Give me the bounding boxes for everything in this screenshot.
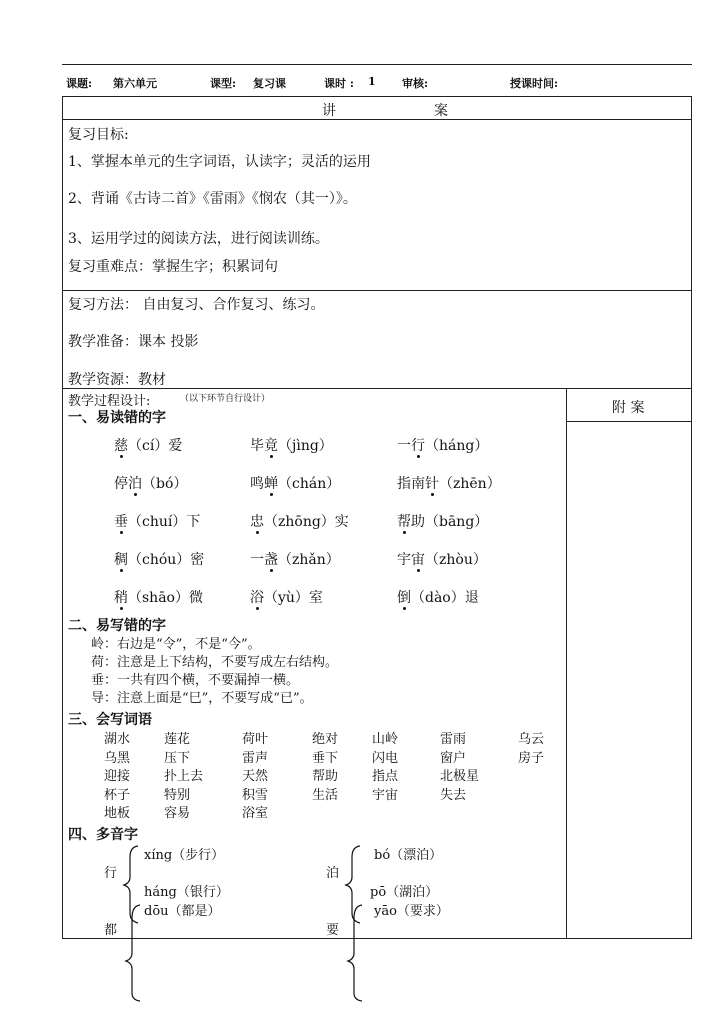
rule-line: 荷：注意是上下结构，不要写成左右结构。 xyxy=(91,655,339,670)
polyphone-reading: xíng（步行） xyxy=(144,848,225,863)
emphasis-dot xyxy=(270,455,273,458)
vocab-word: 容易 xyxy=(164,806,191,821)
vocab-word: 窗户 xyxy=(440,750,467,766)
emphasis-dot xyxy=(403,531,406,534)
polyphone-reading: háng（银行） xyxy=(144,885,229,900)
word-item: 浴（yù）室 xyxy=(250,590,323,606)
word-item: 倒（dào）退 xyxy=(397,590,479,606)
emphasis-dot xyxy=(417,569,420,572)
brace-dou xyxy=(126,905,140,1001)
word-item: 稠（chóu）密 xyxy=(114,552,205,568)
word-item: 帮助（bāng） xyxy=(397,514,489,530)
emphasis-dot xyxy=(256,607,259,610)
vocab-word: 迎接 xyxy=(104,769,131,784)
process-note: （以下环节自行设计） xyxy=(180,394,271,404)
brace-yao xyxy=(348,905,362,1001)
date-label: 授课时间: xyxy=(510,77,559,90)
type-value: 复习课 xyxy=(253,77,286,90)
goals-heading: 复习目标: xyxy=(68,127,129,143)
plan-title-left: 讲 xyxy=(322,103,336,119)
type-label: 课型: xyxy=(210,77,237,90)
vocab-word: 山岭 xyxy=(372,732,399,747)
word-item: 指南针（zhēn） xyxy=(397,476,501,492)
section2-title: 二、易写错的字 xyxy=(68,618,166,634)
review-method: 复习方法： 自由复习、合作复习、练习。 xyxy=(68,297,325,313)
vocab-word: 特别 xyxy=(164,787,191,803)
vocab-word: 失去 xyxy=(440,787,467,803)
vocab-word: 乌云 xyxy=(518,732,545,747)
word-item: 停泊（bó） xyxy=(114,476,188,492)
plan-title-row xyxy=(62,96,692,120)
vocab-word: 乌黑 xyxy=(104,750,131,766)
vocab-word: 积雪 xyxy=(242,787,269,803)
emphasis-dot xyxy=(270,493,273,496)
emphasis-dot xyxy=(120,531,123,534)
topic-label: 课题: xyxy=(66,77,93,90)
vocab-word: 垂下 xyxy=(312,750,339,766)
vocab-word: 荷叶 xyxy=(242,732,269,747)
emphasis-dot xyxy=(134,493,137,496)
emphasis-dot xyxy=(403,607,406,610)
polyphone-reading: yāo（要求） xyxy=(374,904,449,919)
vocab-word: 扑上去 xyxy=(164,769,204,784)
vocab-word: 天然 xyxy=(242,769,269,784)
word-item: 慈（cí）爱 xyxy=(114,438,183,454)
vocab-word: 杯子 xyxy=(104,787,131,803)
word-item: 毕竟（jìng） xyxy=(250,438,333,454)
teaching-resources: 教学资源：教材 xyxy=(68,372,166,388)
word-item: 稍（shāo）微 xyxy=(114,590,203,606)
rule-line: 导：注意上面是“巳”，不要写成“已”。 xyxy=(91,691,313,706)
word-item: 一行（háng） xyxy=(397,438,489,454)
polyphone-reading: pō（湖泊） xyxy=(370,885,439,900)
vocab-word: 帮助 xyxy=(312,769,339,784)
vocab-word: 雷雨 xyxy=(440,732,467,747)
side-heading: 附 案 xyxy=(612,400,645,416)
emphasis-dot xyxy=(120,455,123,458)
vocab-word: 宇宙 xyxy=(372,787,399,803)
hours-label: 课时 : xyxy=(324,77,354,90)
vocab-word: 地板 xyxy=(104,806,131,821)
emphasis-dot xyxy=(270,569,273,572)
rule-line: 岭：右边是“令”，不是“今”。 xyxy=(91,637,261,652)
word-item: 忠（zhōng）实 xyxy=(250,514,349,530)
vocab-word: 压下 xyxy=(164,750,191,766)
teaching-preparation: 教学准备：课本 投影 xyxy=(68,334,199,350)
brace-bo xyxy=(346,846,360,923)
review-label: 审核: xyxy=(402,77,429,90)
polyphone-reading: bó（漂泊） xyxy=(374,848,443,863)
word-item: 鸣蝉（chán） xyxy=(250,476,341,492)
vocab-word: 闪电 xyxy=(372,750,399,766)
section4-title: 四、多音字 xyxy=(68,827,138,843)
word-item: 垂（chuí）下 xyxy=(114,514,201,530)
polyphone-reading: dōu（都是） xyxy=(144,904,221,919)
vocab-word: 指点 xyxy=(372,769,399,784)
emphasis-dot xyxy=(417,455,420,458)
goal-item: 1、掌握本单元的生字词语，认读字；灵活的运用 xyxy=(68,154,371,170)
polyphone-char: 都 xyxy=(104,923,118,938)
section3-title: 三、会写词语 xyxy=(68,712,152,728)
emphasis-dot xyxy=(431,493,434,496)
vocab-word: 湖水 xyxy=(104,732,131,747)
polyphone-char: 要 xyxy=(326,923,340,938)
brace-shapes-left xyxy=(118,843,148,1003)
top-rule xyxy=(62,64,692,65)
vocab-word: 北极星 xyxy=(440,769,480,784)
vocab-word: 绝对 xyxy=(312,732,339,747)
polyphone-char: 泊 xyxy=(326,866,340,881)
brace-xing xyxy=(124,846,138,923)
section1-title: 一、易读错的字 xyxy=(68,410,166,426)
side-notes-cell xyxy=(566,421,692,939)
plan-title-right: 案 xyxy=(434,103,448,119)
vocab-word: 莲花 xyxy=(164,732,191,747)
goal-item: 3、运用学过的阅读方法，进行阅读训练。 xyxy=(68,231,329,247)
hours-value: 1 xyxy=(368,75,376,88)
word-item: 宇宙（zhòu） xyxy=(397,552,487,568)
vocab-word: 浴室 xyxy=(242,806,269,821)
emphasis-dot xyxy=(256,531,259,534)
rule-line: 垂：一共有四个横，不要漏掉一横。 xyxy=(91,673,300,688)
brace-shapes-right xyxy=(340,843,370,1003)
polyphone-char: 行 xyxy=(104,866,118,881)
process-heading: 教学过程设计: xyxy=(68,394,151,409)
topic-value: 第六单元 xyxy=(113,77,157,90)
emphasis-dot xyxy=(120,569,123,572)
vocab-word: 雷声 xyxy=(242,750,269,766)
vocab-word: 生活 xyxy=(312,787,339,803)
emphasis-dot xyxy=(120,607,123,610)
vocab-word: 房子 xyxy=(518,750,545,766)
word-item: 一盏（zhǎn） xyxy=(250,552,340,568)
goal-item: 2、背诵《古诗二首》《雷雨》《悯农（其一）》。 xyxy=(68,191,357,207)
key-points: 复习重难点：掌握生字；积累词句 xyxy=(68,259,278,275)
